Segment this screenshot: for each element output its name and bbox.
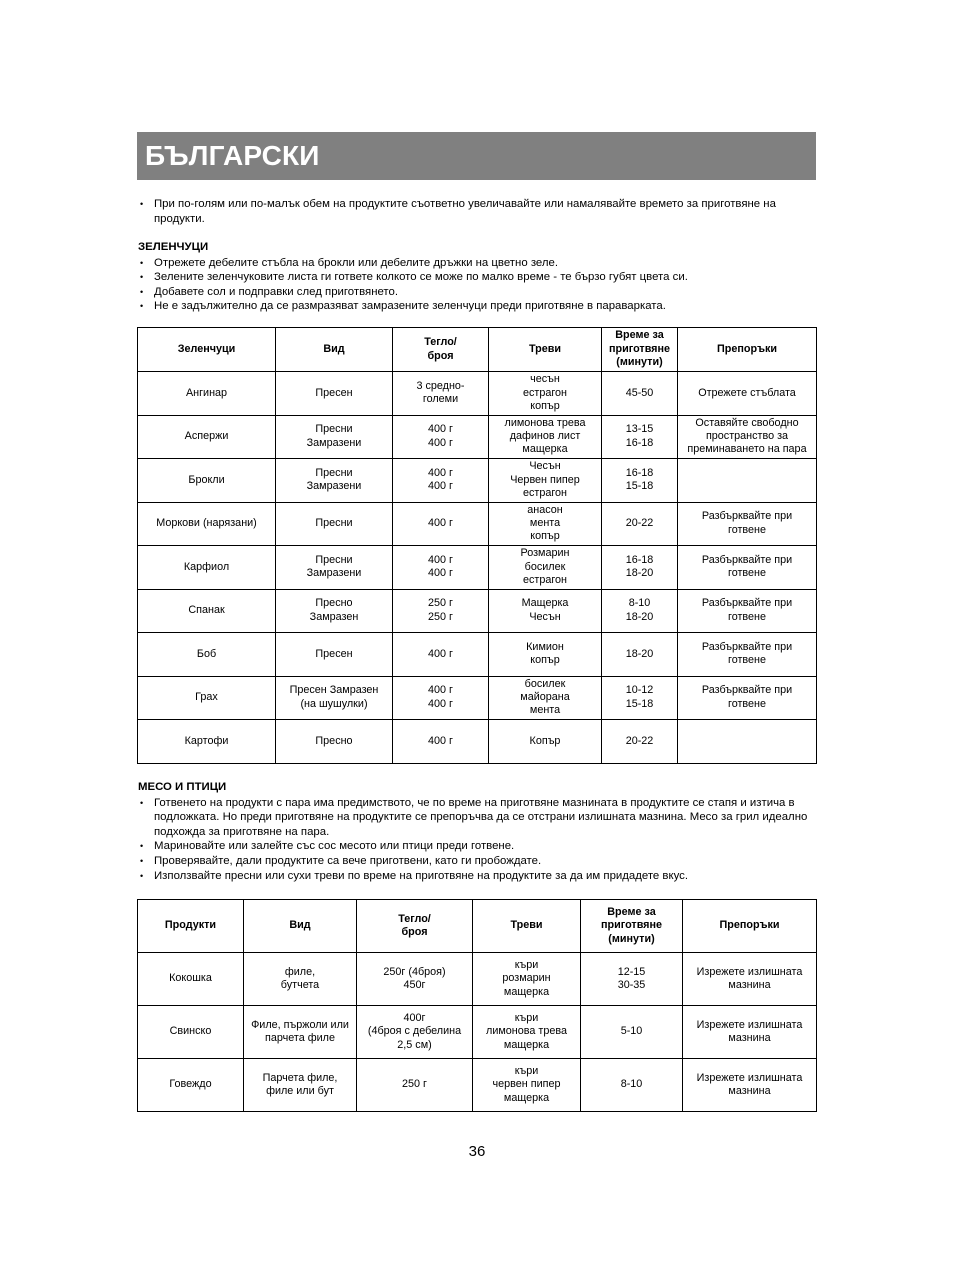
col-header-vegetable: Зеленчуци [138,328,276,372]
cell-time: 10-12 15-18 [602,676,678,720]
cell-tips: Оставяйте свободно пространство за преминаването на пара [678,415,817,459]
list-item: • Готвенето на продукти с пара има предимството, че по време на приготвяне мазнината в продуктите се стапя и изтича в подложката. Но преди приготвяне на продуктите се препоръчва да се отстрани излишната мазнина. Месо за грил идеално подхожда за приготвяне на пара. [138,796,818,840]
table-header-row [138,328,817,372]
table-row [138,676,817,720]
cell-time: 20-22 [602,720,678,764]
cell-herbs: къри червен пипер мащерка [473,1059,581,1112]
meat-table [137,899,817,1112]
cell-tips: Разбърквайте при готвене [678,589,817,633]
cell-tips: Отрежете стъблата [678,372,817,416]
cell-item: Аспержи [138,415,276,459]
cell-tips: Разбърквайте при готвене [678,676,817,720]
cell-type: Пресни Замразени [276,415,393,459]
cell-time: 20-22 [602,502,678,546]
cell-type: филе, бутчета [244,953,357,1006]
cell-herbs: лимонова трева дафинов лист мащерка [489,415,602,459]
cell-item: Карфиол [138,546,276,590]
cell-weight: 400 г [393,720,489,764]
cell-weight: 400 г [393,502,489,546]
page-title: БЪЛГАРСКИ [145,140,320,171]
col-header-weight: Тегло/ броя [357,900,473,953]
cell-weight: 400 г [393,633,489,677]
cell-weight: 400 г 400 г [393,459,489,503]
cell-time: 18-20 [602,633,678,677]
cell-tips: Разбърквайте при готвене [678,633,817,677]
vegetables-table-body [138,372,817,764]
cell-type: Пресно [276,720,393,764]
intro-list [138,197,818,226]
col-header-tips: Препоръки [683,900,817,953]
cell-tips: Изрежете излишната мазнина [683,953,817,1006]
list-item: • Мариновайте или залейте със сос месото или птици преди готвене. [138,839,818,854]
cell-item: Говеждо [138,1059,244,1112]
section-title-meat: МЕСО И ПТИЦИ [138,781,227,793]
col-header-type: Вид [276,328,393,372]
cell-time: 16-18 15-18 [602,459,678,503]
col-header-herbs: Треви [489,328,602,372]
table-row [138,546,817,590]
cell-item: Боб [138,633,276,677]
cell-item: Моркови (нарязани) [138,502,276,546]
cell-item: Спанак [138,589,276,633]
table-row [138,502,817,546]
cell-type: Пресни [276,502,393,546]
table-row [138,1006,817,1059]
section-title-vegetables: ЗЕЛЕНЧУЦИ [138,241,209,253]
cell-item: Картофи [138,720,276,764]
list-item: • Добавете сол и подправки след приготвянето. [138,285,818,300]
col-header-herbs: Треви [473,900,581,953]
col-header-weight: Тегло/ броя [393,328,489,372]
header-bar [137,132,816,180]
cell-type: Пресни Замразени [276,546,393,590]
table-row [138,953,817,1006]
cell-item: Ангинар [138,372,276,416]
list-item: • Използвайте пресни или сухи треви по време на приготвяне на продуктите за да им придадете вкус. [138,869,818,884]
cell-herbs: Розмарин босилек естрагон [489,546,602,590]
page-number: 36 [468,1143,486,1160]
cell-type: Пресен [276,633,393,677]
cell-herbs: чесън естрагон копър [489,372,602,416]
cell-weight: 250 г [357,1059,473,1112]
cell-time: 8-10 [581,1059,683,1112]
cell-time: 13-15 16-18 [602,415,678,459]
cell-type: Пресен [276,372,393,416]
cell-herbs: Чесън Червен пипер естрагон [489,459,602,503]
col-header-time: Време за приготвяне (минути) [581,900,683,953]
table-row [138,415,817,459]
cell-herbs: къри лимонова трева мащерка [473,1006,581,1059]
cell-time: 16-18 18-20 [602,546,678,590]
table-row [138,589,817,633]
cell-item: Свинско [138,1006,244,1059]
table-header-row [138,900,817,953]
cell-time: 12-15 30-35 [581,953,683,1006]
table-row [138,1059,817,1112]
cell-herbs: босилек майорана мента [489,676,602,720]
cell-type: Пресни Замразени [276,459,393,503]
list-item: • Отрежете дебелите стъбла на брокли или дебелите дръжки на цветно зеле. [138,256,818,271]
cell-weight: 400 г 400 г [393,546,489,590]
list-item: • Зелените зеленчуковите листа ги гответе колкото се може по малко време - те бързо губят цвета си. [138,270,818,285]
cell-herbs: Мащерка Чесън [489,589,602,633]
meat-list [138,796,818,884]
list-item: • При по-голям или по-малък обем на продуктите съответно увеличавайте или намалявайте времето за приготвяне на продукти. [138,197,818,226]
list-item: • Не е задължително да се размразяват замразените зеленчуци преди приготвяне в параварката. [138,299,818,314]
cell-tips: Разбърквайте при готвене [678,502,817,546]
table-row [138,459,817,503]
cell-type: Филе, пържоли или парчета филе [244,1006,357,1059]
cell-weight: 3 средно- големи [393,372,489,416]
table-row [138,720,817,764]
col-header-time: Време за приготвяне (минути) [602,328,678,372]
list-item: • Проверявайте, дали продуктите са вече приготвени, като ги пробождате. [138,854,818,869]
cell-type: Парчета филе, филе или бут [244,1059,357,1112]
cell-type: Пресен Замразен (на шушулки) [276,676,393,720]
cell-type: Пресно Замразен [276,589,393,633]
meat-table-body [138,953,817,1112]
cell-time: 5-10 [581,1006,683,1059]
cell-herbs: Кимион копър [489,633,602,677]
table-row [138,633,817,677]
cell-weight: 400г (4броя с дебелина 2,5 см) [357,1006,473,1059]
cell-item: Грах [138,676,276,720]
cell-tips: Изрежете излишната мазнина [683,1059,817,1112]
col-header-product: Продукти [138,900,244,953]
cell-tips [678,459,817,503]
col-header-tips: Препоръки [678,328,817,372]
meat-section [138,780,818,883]
cell-item: Кокошка [138,953,244,1006]
cell-herbs: анасон мента копър [489,502,602,546]
cell-tips: Изрежете излишната мазнина [683,1006,817,1059]
cell-time: 45-50 [602,372,678,416]
cell-tips: Разбърквайте при готвене [678,546,817,590]
vegetables-section [138,240,818,314]
cell-weight: 250 г 250 г [393,589,489,633]
cell-item: Брокли [138,459,276,503]
cell-weight: 250г (4броя) 450г [357,953,473,1006]
cell-time: 8-10 18-20 [602,589,678,633]
vegetables-list [138,256,818,314]
vegetables-table [137,327,817,764]
col-header-type: Вид [244,900,357,953]
cell-herbs: къри розмарин мащерка [473,953,581,1006]
table-row [138,372,817,416]
cell-weight: 400 г 400 г [393,676,489,720]
intro-section [138,197,818,226]
cell-weight: 400 г 400 г [393,415,489,459]
cell-tips [678,720,817,764]
cell-herbs: Копър [489,720,602,764]
